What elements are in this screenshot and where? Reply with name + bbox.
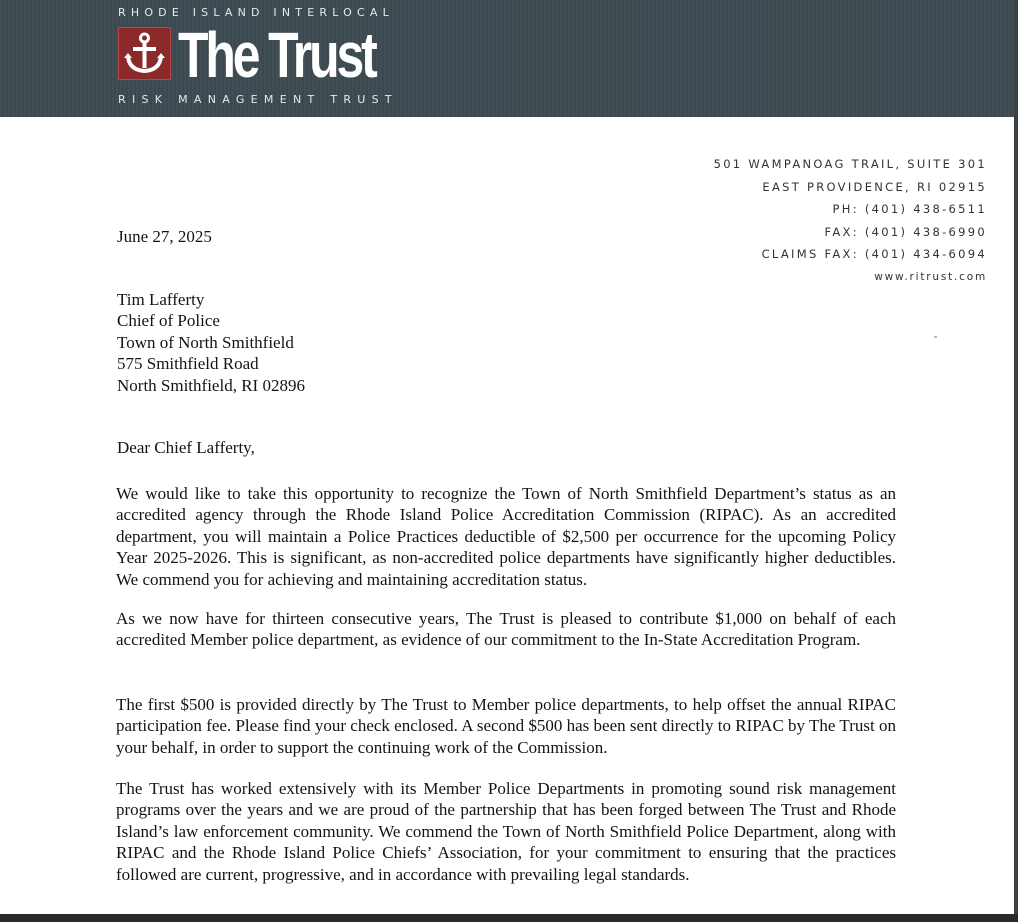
org-name-top: RHODE ISLAND INTERLOCAL xyxy=(118,6,394,19)
fax-number: FAX: (401) 438-6990 xyxy=(824,224,987,239)
recipient-city: North Smithfield, RI 02896 xyxy=(117,375,305,395)
letterhead-banner xyxy=(0,0,1014,117)
salutation: Dear Chief Lafferty, xyxy=(117,438,255,457)
recipient-street: 575 Smithfield Road xyxy=(117,354,259,374)
phone-number: PH: (401) 438-6511 xyxy=(832,202,987,216)
logo-wordmark: The Trust xyxy=(178,19,375,91)
address-line-1: 501 WAMPANOAG TRAIL, SUITE 301 xyxy=(713,157,987,171)
anchor-icon xyxy=(118,27,171,80)
body-paragraph-4: The Trust has worked extensively with its Member Police Departments in promoting sound risk management programs over the years and we are proud of the partnership that has been forged between The Trust and Rhode Island’s law enforcement community. We commend the Town of North Smithfield Police Department, along with RIPAC and the Rhode Island Police Chiefs’ Association, for your commitment to ensuring that the practices followed are current, progressive, and in accordance with prevailing legal standards. xyxy=(116,779,896,884)
website-link[interactable]: www.ritrust.com xyxy=(874,270,987,283)
page-edge xyxy=(1014,0,1018,922)
body-paragraph-1: We would like to take this opportunity to recognize the Town of North Smithfield Department’s status as an accredited agency through the Rhode Island Police Accreditation Commission (RIPAC). As an accredited department, you will maintain a Police Practices deductible of $2,500 per occurrence for the upcoming Policy Year 2025-2026. This is significant, as non-accredited police departments have significantly higher deductibles. We commend you for achieving and maintaining accreditation status. xyxy=(116,484,896,589)
body-paragraph-3: The first $500 is provided directly by The Trust to Member police departments, to help offset the annual RIPAC participation fee. Please find your check enclosed. A second $500 has been sent directly to RIPAC by The Trust on your behalf, in order to support the continuing work of the Commission. xyxy=(116,695,896,757)
body-paragraph-2: As we now have for thirteen consecutive years, The Trust is pleased to contribute $1,000 on behalf of each accredited Member police department, as evidence of our commitment to the In-State Accreditation Program. xyxy=(116,609,896,650)
sender-address xyxy=(714,153,987,288)
claims-fax-number: CLAIMS FAX: (401) 434-6094 xyxy=(761,247,987,261)
address-line-2: EAST PROVIDENCE, RI 02915 xyxy=(762,179,987,194)
page-bottom-edge xyxy=(0,914,1018,922)
recipient-title: Chief of Police xyxy=(117,311,220,331)
scan-speck xyxy=(934,336,937,338)
recipient-organization: Town of North Smithfield xyxy=(117,332,294,352)
letter-date: June 27, 2025 xyxy=(117,227,212,246)
org-name-bottom: RISK MANAGEMENT TRUST xyxy=(118,93,398,106)
recipient-address xyxy=(117,289,305,396)
recipient-name: Tim Lafferty xyxy=(117,290,205,309)
